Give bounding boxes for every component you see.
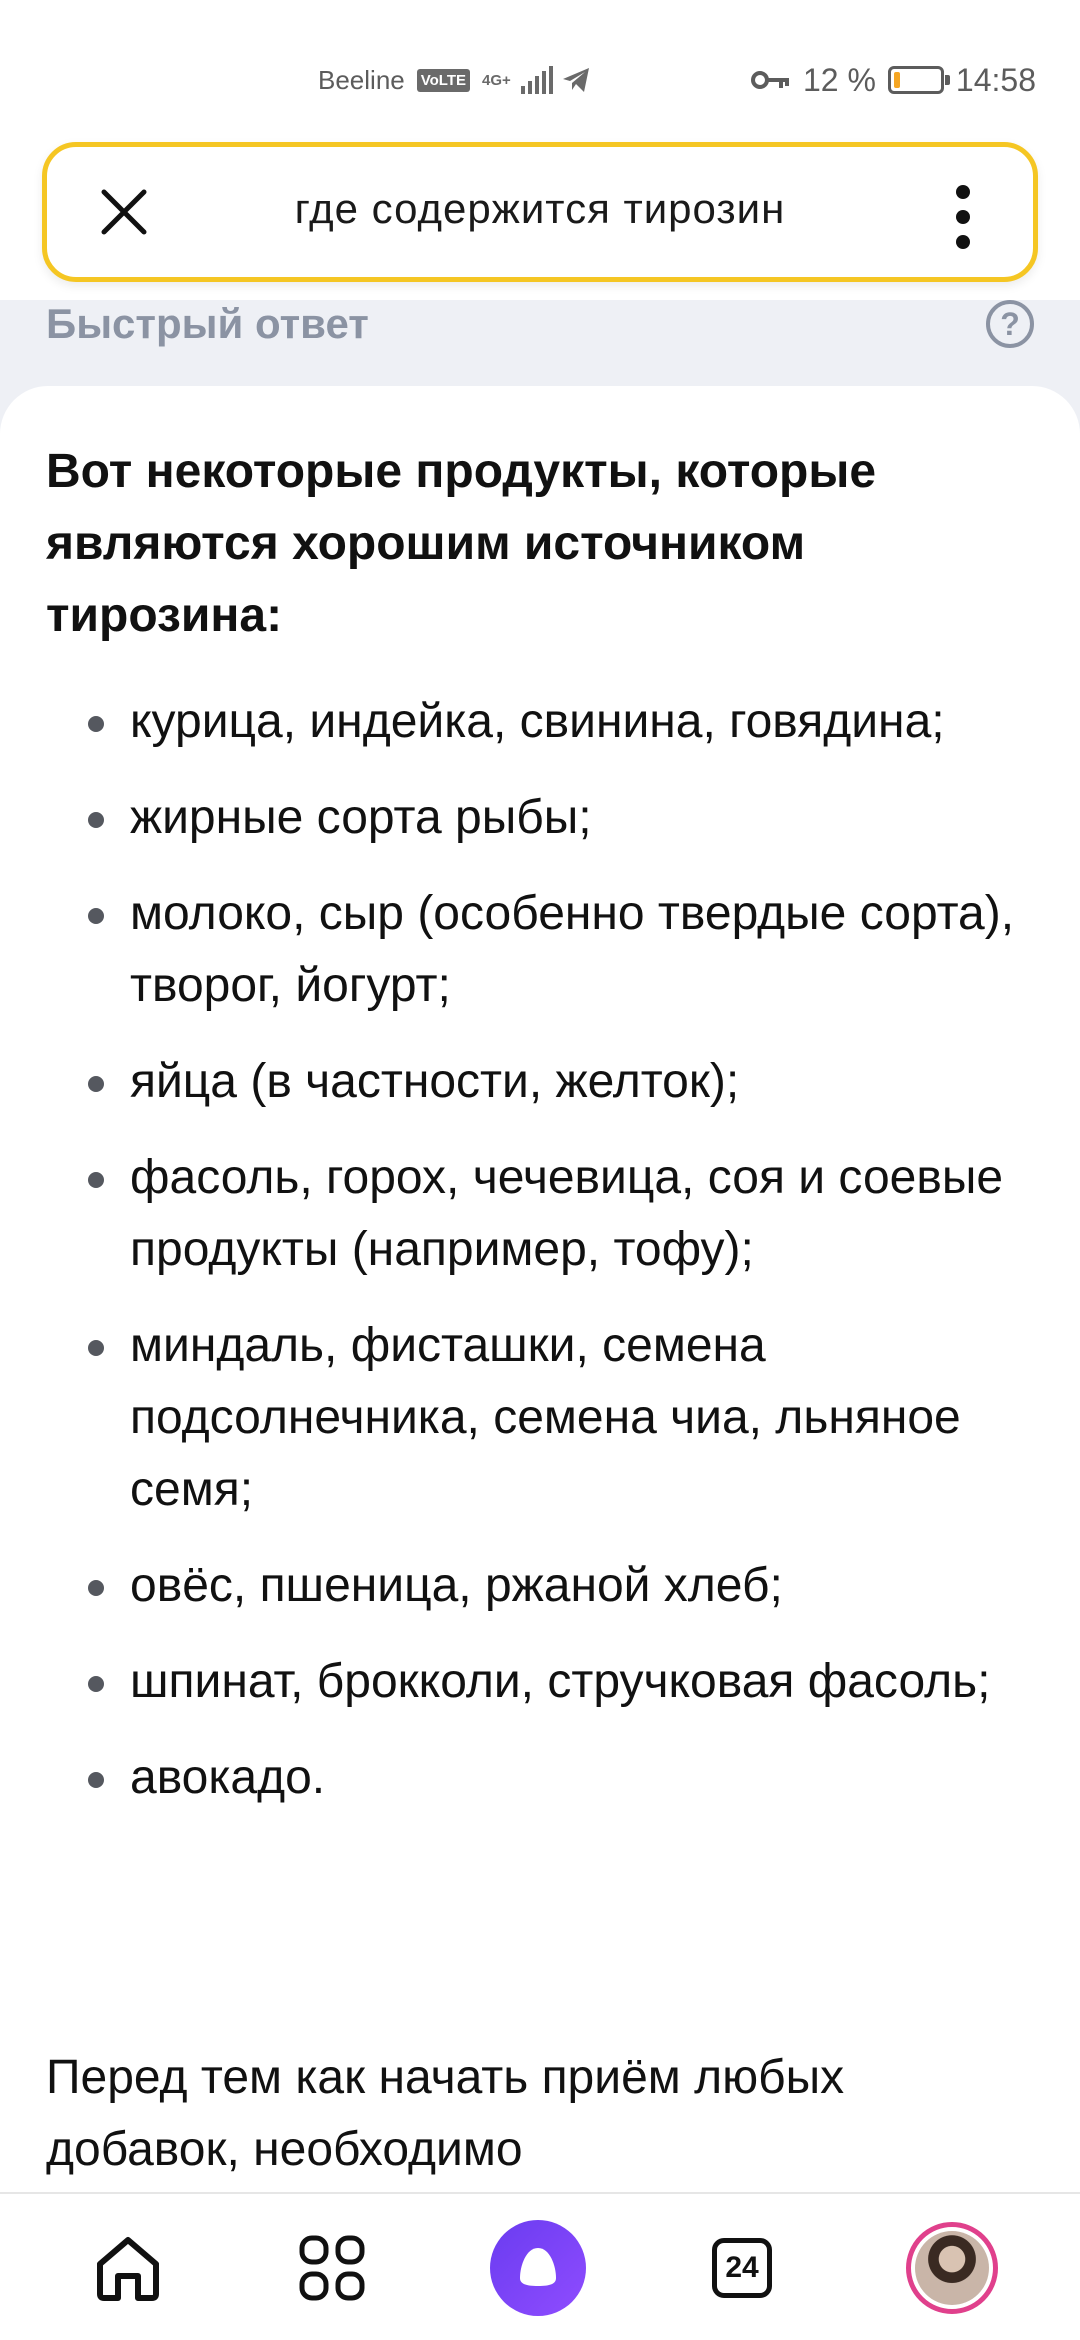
close-icon[interactable] <box>99 187 149 237</box>
bullet-icon <box>88 812 104 828</box>
services-grid-icon <box>297 2233 367 2303</box>
answer-outro: Перед тем как начать приём любых добавок, необходимо <box>46 2051 845 2176</box>
answer-list-item-text: авокадо. <box>130 1751 326 1804</box>
answer-list-item <box>46 1046 1046 1118</box>
avatar-image <box>915 2231 989 2305</box>
answer-list-item <box>46 1310 1046 1526</box>
answer-list-item <box>46 686 1046 758</box>
more-options-icon[interactable] <box>953 185 973 249</box>
bullet-icon <box>88 1772 104 1788</box>
bullet-icon <box>88 1580 104 1596</box>
status-right <box>751 58 1036 102</box>
answer-list-item <box>46 1742 1046 1814</box>
bullet-icon <box>88 1676 104 1692</box>
telegram-icon <box>561 66 591 94</box>
answer-list-item-text: жирные сорта рыбы; <box>130 791 592 844</box>
network-type: 4G+ <box>482 71 511 89</box>
answer-list-item <box>46 1646 1046 1718</box>
search-query[interactable]: где содержится тирозин <box>294 185 786 232</box>
key-icon <box>751 68 791 92</box>
nav-services[interactable] <box>284 2220 380 2316</box>
alice-icon <box>490 2220 586 2316</box>
answer-list-item-text: овёс, пшеница, ржаной хлеб; <box>130 1559 783 1612</box>
nav-profile[interactable] <box>904 2220 1000 2316</box>
answer-list-item <box>46 878 1046 1022</box>
bullet-icon <box>88 1340 104 1356</box>
answer-list-item-text: яйца (в частности, желток); <box>130 1055 740 1108</box>
battery-icon <box>888 66 944 94</box>
battery-level <box>894 72 900 88</box>
volte-badge: VoLTE <box>417 69 470 92</box>
bullet-icon <box>88 716 104 732</box>
nav-alice[interactable] <box>490 2220 586 2316</box>
answer-list-item <box>46 782 1046 854</box>
answer-list-item-text: молоко, сыр (особенно твердые сорта), творог, йогурт; <box>130 887 1015 1012</box>
answer-list-item-text: курица, индейка, свинина, говядина; <box>130 695 945 748</box>
bottom-nav <box>0 2192 1080 2340</box>
nav-home[interactable] <box>80 2220 176 2316</box>
answer-card <box>0 386 1080 2286</box>
tabs-count-icon: 24 <box>712 2238 772 2298</box>
carrier-name: Beeline <box>318 64 405 95</box>
bullet-icon <box>88 1172 104 1188</box>
clock: 14:58 <box>955 61 1036 98</box>
answer-list-item <box>46 1142 1046 1286</box>
answer-intro: Вот некоторые продукты, которые являются хорошим источником тирозина: <box>46 445 877 642</box>
signal-icon <box>521 66 553 94</box>
answer-list <box>46 686 1046 1838</box>
quick-answer-label: Быстрый ответ <box>46 300 369 347</box>
help-icon[interactable]: ? <box>986 300 1034 348</box>
nav-tabs[interactable] <box>694 2220 790 2316</box>
answer-list-item-text: миндаль, фисташки, семена подсолнечника, семена чиа, льняное семя; <box>130 1319 961 1516</box>
answer-list-item-text: шпинат, брокколи, стручковая фасоль; <box>130 1655 991 1708</box>
avatar <box>906 2222 998 2314</box>
status-left <box>318 60 591 100</box>
answer-list-item <box>46 1550 1046 1622</box>
home-icon <box>90 2230 166 2306</box>
answer-list-item-text: фасоль, горох, чечевица, соя и соевые продукты (например, тофу); <box>130 1151 1004 1276</box>
status-bar <box>0 0 1080 140</box>
bullet-icon <box>88 908 104 924</box>
bullet-icon <box>88 1076 104 1092</box>
search-bar[interactable] <box>42 142 1038 282</box>
battery-percent: 12 % <box>802 61 876 98</box>
